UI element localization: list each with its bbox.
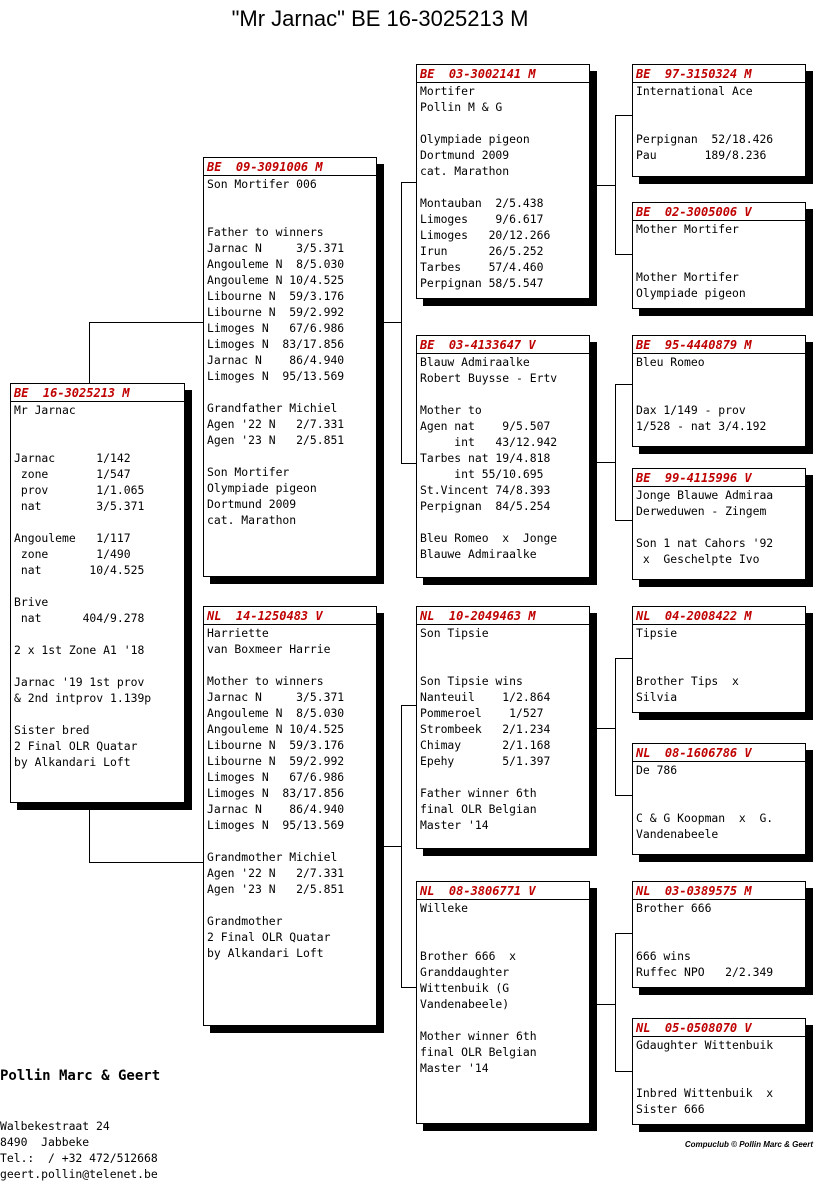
connector [615,658,633,659]
pigeon-details: Willeke Brother 666 x Granddaughter Wittenbuik (G Vandenabeele) Mother winner 6th final OLR Belgian Master '14 [420,901,537,1075]
ring-number: BE 03-4133647 V [417,337,589,354]
pigeon-details: Gdaughter Wittenbuik Inbred Wittenbuik x Sister 666 [636,1038,774,1116]
ring-number: BE 97-3150324 M [633,66,805,83]
pigeon-details: Mr Jarnac Jarnac 1/142 zone 1/547 prov 1/1.065 nat 3/5.371 Angouleme 1/117 zone 1/490 nat 10/4.525 Brive nat 404/9.278 2 x 1st Zone A1 '18 Jarnac '19 1st prov & 2nd intprov 1.139p Sister bred 2 Final OLR Quatar by Alkandari Loft [14,403,152,769]
pigeon-details: Bleu Romeo Dax 1/149 - prov 1/528 - nat 3/4.192 [636,355,767,433]
pigeon-card-sire-sire [416,64,590,299]
connector [615,795,633,796]
pigeon-details: Harriette van Boxmeer Harrie Mother to winners Jarnac N 3/5.371 Angouleme N 8/5.030 Angouleme N 10/4.525 Libourne N 59/3.176 Libourne N 59/2.992 Limoges N 67/6.986 Limoges N 83/17.856 Jarnac N 86/4.940 Limoges N 95/13.569 Grandmother Michiel Agen '22 N 2/7.331 Agen '23 N 2/5.851 Grandmother 2 Final OLR Quatar by Alkandari Loft [207,626,345,960]
connector [597,1004,615,1005]
connector [615,115,616,255]
ring-number: NL 08-3806771 V [417,883,589,900]
ring-number: NL 10-2049463 M [417,608,589,625]
ring-number: NL 14-1250483 V [204,608,376,625]
pigeon-card-subject [10,383,185,803]
connector [615,115,633,116]
connector [89,322,204,323]
ring-number: BE 16-3025213 M [11,385,184,402]
pigeon-card-ggp-7 [632,881,806,988]
pigeon-card-ggp-1 [632,64,806,177]
ring-number: BE 03-3002141 M [417,66,589,83]
pigeon-details: International Ace Perpignan 52/18.426 Pau 189/8.236 [636,84,774,162]
pigeon-details: Son Tipsie Son Tipsie wins Nanteuil 1/2.864 Pommeroel 1/527 Strombeek 2/1.234 Chimay 2/1.168 Epehy 5/1.397 Father winner 6th final OLR Belgian Master '14 [420,626,551,832]
connector [597,728,615,729]
connector [615,933,616,1072]
connector [401,463,417,464]
pedigree-title: "Mr Jarnac" BE 16-3025213 M [231,6,529,31]
connector [401,182,402,464]
pigeon-card-ggp-3 [632,335,806,447]
connector [401,182,417,183]
connector [401,987,417,988]
pigeon-details: Mortifer Pollin M & G Olympiade pigeon Dortmund 2009 cat. Marathon Montauban 2/5.438 Limoges 9/6.617 Limoges 20/12.266 Irun 26/5.252 Tarbes 57/4.460 Perpignan 58/5.547 [420,84,551,290]
connector [89,803,90,863]
connector [615,384,633,385]
connector [384,322,401,323]
pigeon-card-ggp-2 [632,202,806,309]
owner-block [0,1034,160,1198]
connector [615,520,633,521]
connector [615,933,633,934]
pigeon-details: Brother 666 666 wins Ruffec NPO 2/2.349 [636,901,774,979]
ring-number: BE 95-4440879 M [633,337,805,354]
pigeon-card-sire-dam [416,335,590,578]
connector [89,322,90,384]
connector [615,384,616,521]
pigeon-card-ggp-8 [632,1018,806,1125]
owner-address: Walbekestraat 24 8490 Jabbeke Tel.: / +32 472/512668 geert.pollin@telenet.be [0,1119,158,1181]
pigeon-card-ggp-4 [632,468,806,580]
pigeon-details: Blauw Admiraalke Robert Buysse - Ertv Mother to Agen nat 9/5.507 int 43/12.942 Tarbes nat 19/4.818 int 55/10.695 St.Vincent 74/8.393 Perpignan 84/5.254 Bleu Romeo x Jonge Blauwe Admiraalke [420,355,558,561]
pigeon-details: Jonge Blauwe Admiraa Derweduwen - Zingem Son 1 nat Cahors '92 x Geschelpte Ivo [636,488,774,566]
ring-number: BE 02-3005006 V [633,204,805,221]
ring-number: NL 04-2008422 M [633,608,805,625]
connector [615,1071,633,1072]
pigeon-details: Mother Mortifer Mother Mortifer Olympiade pigeon [636,222,746,300]
connector [401,705,417,706]
connector [401,705,402,988]
pigeon-details: De 786 C & G Koopman x G. Vandenabeele [636,763,774,841]
pigeon-card-dam-sire [416,606,590,849]
ring-number: BE 09-3091006 M [204,159,376,176]
footer-credit: Compuclub © Pollin Marc & Geert [684,1140,813,1149]
pigeon-card-sire [203,157,377,577]
connector [597,462,615,463]
ring-number: NL 05-0508070 V [633,1020,805,1037]
owner-name: Pollin Marc & Geert [0,1068,161,1084]
pigeon-card-ggp-5 [632,606,806,713]
ring-number: BE 99-4115996 V [633,470,805,487]
connector [597,185,615,186]
connector [615,658,616,796]
pigeon-card-dam [203,606,377,1026]
ring-number: NL 03-0389575 M [633,883,805,900]
connector [384,846,401,847]
connector [615,254,633,255]
pigeon-card-dam-dam [416,881,590,1124]
connector [89,862,204,863]
ring-number: NL 08-1606786 V [633,745,805,762]
pigeon-card-ggp-6 [632,743,806,855]
pigeon-details: Tipsie Brother Tips x Silvia [636,626,739,704]
pigeon-details: Son Mortifer 006 Father to winners Jarnac N 3/5.371 Angouleme N 8/5.030 Angouleme N 10/4.525 Libourne N 59/3.176 Libourne N 59/2.992 Limoges N 67/6.986 Limoges N 83/17.856 Jarnac N 86/4.940 Limoges N 95/13.569 Grandfather Michiel Agen '22 N 2/7.331 Agen '23 N 2/5.851 Son Mortifer Olympiade pigeon Dortmund 2009 cat. Marathon [207,177,345,527]
